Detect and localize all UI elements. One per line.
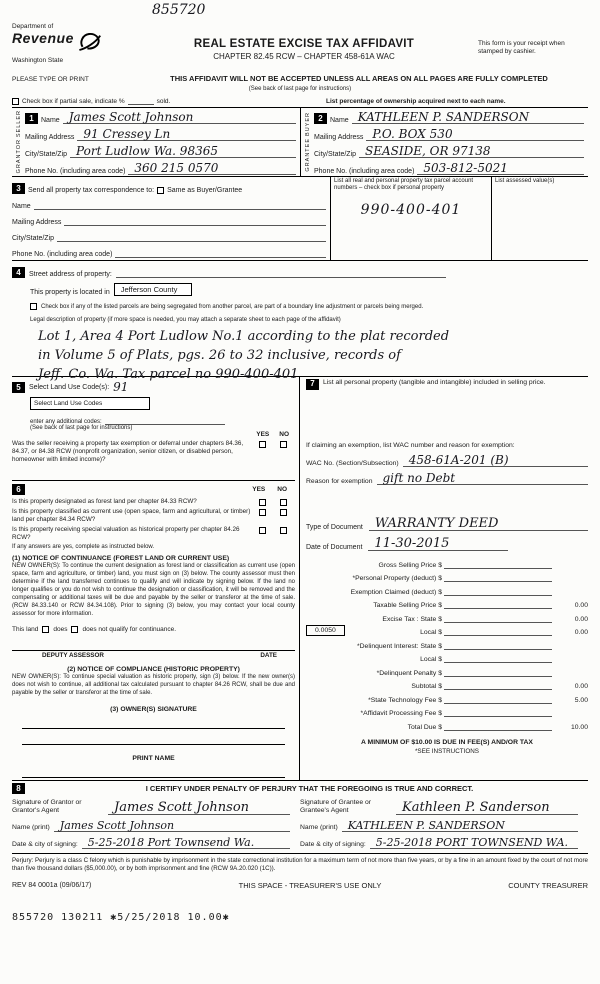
swoosh-icon: [77, 31, 101, 58]
buyer-name-field[interactable]: KATHLEEN P. SANDERSON: [352, 112, 584, 124]
section-4-badge: 4: [12, 267, 25, 278]
street-address-field[interactable]: [116, 266, 446, 278]
tax-correspondence-section: [12, 177, 588, 261]
ownership-note: List percentage of ownership acquired next to each name.: [326, 97, 506, 105]
corr-address-field[interactable]: [64, 214, 326, 226]
corr-name-field[interactable]: [34, 198, 326, 210]
section-7-badge: 7: [306, 379, 319, 390]
legal-description-value: Lot 1, Area 4 Port Ludlow No.1 according to the plat recorded in Volume 5 of Plats, pgs. 26 to 32 inclusive, records of Jeff. Co. Wa. Tax parcel no 990-400-401: [38, 329, 450, 382]
partial-sale-percent-field[interactable]: [128, 97, 154, 105]
corr-phone-field[interactable]: [115, 246, 326, 258]
buyer-side-label: BUYER GRANTEE: [304, 112, 311, 172]
buyer-phone-field[interactable]: 503-812-5021: [417, 163, 584, 175]
seller-exemption-question: Was the seller receiving a property tax exemption or deferral under chapters 84.36, 84.37, or 84.38 RCW (nonprofit organization, senior citizen, or disabled person, homeowner with limited income)?: [12, 440, 244, 463]
seller-city-label: City/State/Zip: [25, 151, 68, 158]
logo-revenue: Revenue: [12, 29, 74, 46]
see-back-note-2: (See back of last page for instructions): [30, 425, 133, 431]
personal-property-deduct-field[interactable]: [444, 572, 552, 582]
corr-city-field[interactable]: [57, 230, 326, 242]
reason-field[interactable]: gift no Debt: [377, 473, 589, 485]
parcel-numbers-header: List all real and personal property tax parcel account numbers – check box if personal property: [334, 178, 474, 192]
minimum-fee-note: A MINIMUM OF $10.00 IS DUE IN FEE(S) AND/OR TAX: [361, 738, 533, 746]
land-use-code-value: 91: [113, 380, 129, 394]
street-address-label: Street address of property:: [29, 271, 112, 278]
seller-name-label: Name: [41, 117, 60, 124]
county-select[interactable]: Jefferson County: [114, 283, 193, 296]
grantor-signature-label: Signature of Grantor or Grantor's Agent: [12, 798, 82, 814]
historic-no-checkbox[interactable]: [280, 527, 287, 534]
see-instructions-note: *SEE INSTRUCTIONS: [414, 747, 480, 755]
qualify-pre-label: This land: [12, 625, 39, 633]
deputy-assessor-signature-line[interactable]: [12, 637, 295, 651]
forest-yes-checkbox[interactable]: [259, 499, 266, 506]
seller-address-label: Mailing Address: [25, 134, 75, 141]
seller-side-label: SELLER GRANTOR: [15, 110, 22, 174]
yes-header: YES: [256, 431, 270, 438]
wac-label: WAC No. (Section/Subsection): [306, 460, 399, 467]
current-use-question: Is this property classified as current use (open space, farm and agricultural, or timber) land per chapter 84.34 RCW?: [12, 508, 251, 523]
buyer-phone-label: Phone No. (including area code): [314, 168, 415, 175]
forest-no-checkbox[interactable]: [280, 499, 287, 506]
document-date-field[interactable]: 11-30-2015: [368, 539, 508, 551]
grantor-date-city-field[interactable]: 5-25-2018 Port Townsend Wa.: [82, 837, 290, 849]
buyer-city-field[interactable]: SEASIDE, OR 97138: [359, 146, 584, 158]
additional-codes-field[interactable]: [105, 413, 225, 425]
grantor-name-print-label: Name (print): [12, 823, 50, 831]
excise-tax-state-field[interactable]: [444, 613, 552, 623]
seller-phone-label: Phone No. (including area code): [25, 168, 126, 175]
page-title: REAL ESTATE EXCISE TAX AFFIDAVIT: [193, 38, 415, 50]
seller-phone-field[interactable]: 360 215 0570: [128, 163, 296, 175]
county-treasurer-label: COUNTY TREASURER: [508, 881, 588, 891]
segregated-label: Check box if any of the listed parcels are being segregated from another parcel, are part of a boundary line adjustment or parcels being merged.: [41, 304, 424, 310]
certify-statement: I CERTIFY UNDER PENALTY OF PERJURY THAT THE FOREGOING IS TRUE AND CORRECT.: [145, 783, 474, 793]
owners-signature-label: (3) OWNER(S) SIGNATURE: [110, 705, 197, 713]
owner-signature-line-1[interactable]: [22, 713, 285, 729]
parcel-number-value: 990-400-401: [360, 202, 462, 219]
section-2-badge: 2: [314, 113, 327, 124]
assessed-values-header: List assessed value(s): [495, 178, 555, 184]
print-name-line-1[interactable]: [22, 762, 285, 778]
historic-question: Is this property receiving special valuation as historical property per chapter 84.26 RCW?: [12, 525, 240, 541]
no-header: NO: [279, 431, 289, 438]
sold-label: sold.: [156, 97, 171, 105]
grantee-signature-block: [300, 798, 588, 849]
complete-note: If any answers are yes, complete as instructed below.: [12, 544, 155, 551]
parties-box: [12, 107, 588, 177]
grantor-signature-block: [12, 798, 300, 849]
seller-exemption-yes-checkbox[interactable]: [259, 441, 266, 448]
delinquent-interest-local-field[interactable]: [444, 653, 552, 663]
receipt-note: This form is your receipt when stamped by cashier.: [478, 40, 565, 56]
section-8-badge: 8: [12, 783, 25, 794]
state-technology-fee-field[interactable]: [444, 694, 552, 704]
delinquent-interest-state-field[interactable]: [444, 640, 552, 650]
seller-exemption-no-checkbox[interactable]: [280, 441, 287, 448]
grantor-name-print-field[interactable]: James Scott Johnson: [54, 820, 290, 832]
logo-dept-line: Department of: [12, 23, 54, 30]
selling-price-section: [300, 377, 588, 780]
section-5-badge: 5: [12, 382, 25, 393]
corr-phone-label: Phone No. (including area code): [12, 251, 113, 258]
corr-address-label: Mailing Address: [12, 219, 62, 226]
grantor-date-city-label: Date & city of signing:: [12, 840, 78, 848]
document-date-label: Date of Document: [306, 544, 363, 551]
land-use-select[interactable]: Select Land Use Codes: [30, 397, 150, 410]
logo-state-line: Washington State: [12, 56, 64, 64]
no-header-2: NO: [277, 486, 287, 493]
seller-name-field[interactable]: James Scott Johnson: [63, 112, 296, 124]
gross-selling-price-field[interactable]: [444, 559, 552, 569]
chapter-subtitle: CHAPTER 82.45 RCW – CHAPTER 458-61A WAC: [213, 52, 395, 61]
segregated-checkbox[interactable]: [30, 303, 37, 310]
form-revision-number: REV 84 0001a (09/06/17): [12, 882, 92, 890]
does-not-checkbox[interactable]: [71, 626, 78, 633]
affidavit-processing-fee-field[interactable]: [444, 707, 552, 717]
grantor-signature-field[interactable]: James Scott Johnson: [108, 803, 290, 815]
reason-label: Reason for exemption: [306, 478, 373, 485]
notice-continuance-title: (1) NOTICE OF CONTINUANCE (FOREST LAND OR CURRENT USE): [12, 555, 230, 563]
wac-field[interactable]: 458-61A-201 (B): [403, 455, 588, 467]
grantee-date-city-label: Date & city of signing:: [300, 840, 366, 848]
warning-banner: THIS AFFIDAVIT WILL NOT BE ACCEPTED UNLESS ALL AREAS ON ALL PAGES ARE FULLY COMPLETED: [170, 74, 548, 83]
same-as-buyer-checkbox[interactable]: [157, 187, 164, 194]
document-type-label: Type of Document: [306, 524, 363, 531]
corr-city-label: City/State/Zip: [12, 235, 55, 242]
owner-signature-line-2[interactable]: [22, 729, 285, 745]
located-in-label: This property is located in: [30, 289, 110, 296]
partial-sale-checkbox[interactable]: [12, 98, 19, 105]
dor-logo: [12, 20, 130, 64]
buyer-name-label: Name: [330, 117, 349, 124]
grantee-name-print-label: Name (print): [300, 823, 338, 831]
excise-tax-local-field[interactable]: [444, 626, 552, 636]
buyer-section: [300, 108, 588, 176]
section-1-badge: 1: [25, 113, 38, 124]
please-type-label: PLEASE TYPE OR PRINT: [12, 76, 89, 83]
handwritten-receipt-number: 855720: [152, 2, 206, 18]
seller-city-field[interactable]: Port Ludlow Wa. 98365: [70, 146, 296, 158]
grantee-signature-label: Signature of Grantee or Grantee's Agent: [300, 798, 372, 814]
partial-sale-label: Check box if partial sale, indicate %: [22, 97, 125, 105]
does-label: does: [53, 625, 68, 633]
total-due-field[interactable]: [444, 721, 552, 731]
legal-description-label: Legal description of property (if more space is needed, you may attach a separate sheet to each page of the affidavit): [30, 317, 341, 323]
forest-land-question: Is this property designated as forest land per chapter 84.33 RCW?: [12, 498, 197, 505]
personal-property-blank-area[interactable]: [306, 390, 588, 442]
exemption-claimed-field[interactable]: [444, 586, 552, 596]
does-checkbox[interactable]: [42, 626, 49, 633]
current-use-no-checkbox[interactable]: [280, 509, 287, 516]
print-name-label: PRINT NAME: [132, 754, 175, 762]
property-description-section: [12, 261, 588, 382]
seller-address-field[interactable]: 91 Cressey Ln: [77, 129, 296, 141]
notice-compliance-title: (2) NOTICE OF COMPLIANCE (HISTORIC PROPERTY): [67, 665, 240, 673]
same-as-buyer-label: Same as Buyer/Grantee: [167, 187, 243, 194]
grantee-signature-field[interactable]: Kathleen P. Sanderson: [396, 803, 578, 815]
see-back-note: (See back of last page for instructions): [248, 86, 352, 92]
buyer-address-field[interactable]: P.O. BOX 530: [366, 129, 584, 141]
historic-yes-checkbox[interactable]: [259, 527, 266, 534]
certification-section: [12, 781, 588, 854]
land-designation-section: [12, 481, 295, 778]
section-3-badge: 3: [12, 183, 25, 194]
corr-name-label: Name: [12, 203, 31, 210]
notice-compliance-body: NEW OWNER(S): To continue special valuation as historic property, sign (3) below. If the new owner(s) does not wish to continue, all additional tax calculated pursuant to chapter 84.26 RCW, shall be due and payable by the seller or transferor at the time of sale.: [12, 673, 295, 696]
subtotal-field[interactable]: [444, 680, 552, 690]
notice-continuance-body: NEW OWNER(S): To continue the current designation as forest land or classification as current use (open space, farm and agriculture, or timber) land, you must sign on (3) below. The county assessor must then determine if the land transferred continues to qualify and will indicate by signing below. If the land no longer qualifies or you do not wish to continue the designation or classification, it will be removed and the compensating or additional taxes will be due and payable by the seller or transferor at the time of sale. (RCW 84.33.140 or RCW 84.34.108). Prior to signing (3) below, you may contact your local county assessor for more information.: [12, 563, 295, 617]
grantee-name-print-field[interactable]: KATHLEEN P. SANDERSON: [342, 820, 578, 832]
buyer-address-label: Mailing Address: [314, 134, 364, 141]
current-use-yes-checkbox[interactable]: [259, 509, 266, 516]
local-rate-box: 0.0050: [306, 625, 345, 636]
grantee-date-city-field[interactable]: 5-25-2018 PORT TOWNSEND WA.: [370, 837, 578, 849]
exemption-header: If claiming an exemption, list WAC number and reason for exemption:: [306, 442, 515, 449]
deputy-assessor-label: DEPUTY ASSESSOR: [42, 651, 104, 659]
cashier-stamp: 855720 130211 ✱5/25/2018 10.00✱: [12, 912, 230, 924]
date-label: DATE: [260, 651, 277, 659]
land-use-label: Select Land Use Code(s):: [29, 383, 110, 391]
seller-section: [12, 108, 300, 176]
land-use-section: [12, 379, 295, 481]
yes-header-2: YES: [252, 486, 266, 493]
delinquent-penalty-field[interactable]: [444, 667, 552, 677]
perjury-notice: Perjury: Perjury is a class C felony which is punishable by imprisonment in the state correctional institution for a maximum term of not more than five years, or by a fine in an amount fixed by the court of not more than five thousand dollars ($5,000.00), or by both imprisonment and fine (RCW 9A.20.020 (1C)).: [12, 856, 588, 872]
section-6-badge: 6: [12, 484, 25, 495]
excise-tax-computation: Gross Selling Price $ *Personal Property (deduct) $ Exemption Claimed (deduct) $ Taxable Selling Price $ 0.00 Excise Tax : State $ 0.00 0.0050 Local $ 0.00 *Delinquent Interest: State $ Local $ *Delinquent Penalty $ Subtotal $ 0.00 *State Technology Fee $ 5.00 *Affidavit Processing Fee $ Total Due $ 10.00: [306, 555, 588, 731]
form-header: [12, 20, 588, 74]
send-correspondence-label: Send all property tax correspondence to:: [28, 187, 155, 194]
buyer-city-label: City/State/Zip: [314, 151, 357, 158]
document-type-field[interactable]: WARRANTY DEED: [369, 519, 588, 531]
does-not-label: does not qualify for continuance.: [82, 625, 177, 633]
personal-property-label: List all personal property (tangible and intangible) included in selling price.: [323, 379, 546, 386]
treasurer-space-label: THIS SPACE - TREASURER'S USE ONLY: [238, 881, 382, 891]
additional-codes-label: enter any additional codes:: [30, 419, 102, 425]
taxable-selling-price-field[interactable]: [444, 599, 552, 609]
